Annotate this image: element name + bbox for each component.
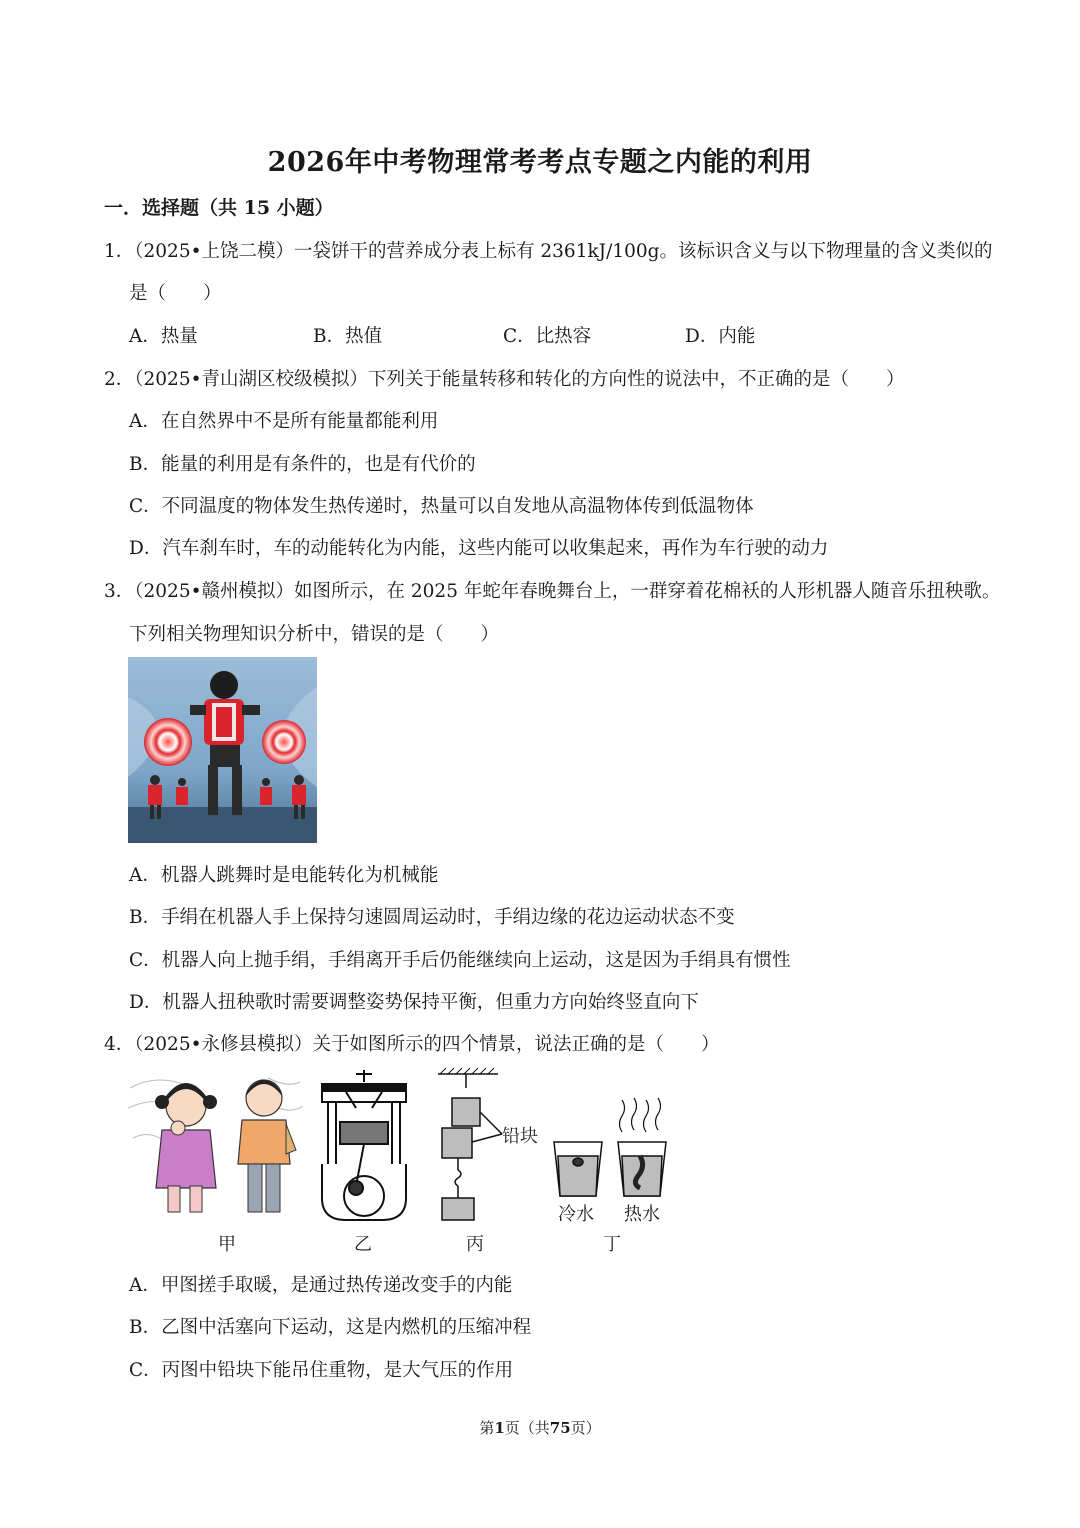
q3-option-b: B．手绢在机器人手上保持匀速圆周运动时，手绢边缘的花边运动状态不变 xyxy=(129,907,735,928)
q2-option-d: D．汽车刹车时，车的动能转化为内能，这些内能可以收集起来，再作为车行驶的动力 xyxy=(129,538,829,559)
q1-option-b: B．热值 xyxy=(313,326,383,347)
figure-ding-water-cups xyxy=(552,1086,672,1206)
q3-option-d: D．机器人扭秧歌时需要调整姿势保持平衡，但重力方向始终竖直向下 xyxy=(129,992,699,1013)
q4-stem: 4．（2025•永修县模拟）关于如图所示的四个情景，说法正确的是（ ） xyxy=(104,1034,720,1055)
figure-jia-children xyxy=(128,1068,303,1226)
caption-bing: 丙 xyxy=(466,1234,484,1255)
q1-option-c: C．比热容 xyxy=(503,326,592,347)
footer-mid: 页（共 xyxy=(504,1419,550,1437)
lead-label: 铅块 xyxy=(502,1126,538,1147)
q3-option-c: C．机器人向上抛手绢，手绢离开手后仍能继续向上运动，这是因为手绢具有惯性 xyxy=(129,950,791,971)
figure-yi-engine xyxy=(316,1068,412,1228)
q4-option-c: C．丙图中铅块下能吊住重物，是大气压的作用 xyxy=(129,1360,514,1381)
q2-stem: 2．（2025•青山湖区校级模拟）下列关于能量转移和转化的方向性的说法中，不正确的是（ ） xyxy=(104,369,905,390)
q2-option-c: C．不同温度的物体发生热传递时，热量可以自发地从高温物体传到低温物体 xyxy=(129,496,754,517)
q1-option-a: A．热量 xyxy=(129,326,198,347)
footer-post: 页） xyxy=(570,1419,601,1437)
figure-bing-lead-blocks xyxy=(430,1068,550,1228)
q3-stem-line1: 3．（2025•赣州模拟）如图所示，在 2025 年蛇年春晚舞台上，一群穿着花棉袄的人形机器人随音乐扭秧歌。 xyxy=(104,581,1001,602)
q4-option-b: B．乙图中活塞向下运动，这是内燃机的压缩冲程 xyxy=(129,1317,532,1338)
q1-stem-line1: 1．（2025•上饶二模）一袋饼干的营养成分表上标有 2361kJ/100g。该标识含义与以下物理量的含义类似的 xyxy=(104,241,993,262)
caption-jia: 甲 xyxy=(218,1234,236,1255)
q3-stem-line2: 下列相关物理知识分析中，错误的是（ ） xyxy=(129,624,500,645)
caption-ding: 丁 xyxy=(603,1234,621,1255)
footer-total-pages: 75 xyxy=(549,1419,571,1437)
q1-option-d: D．内能 xyxy=(685,326,756,347)
footer-pre: 第 xyxy=(479,1419,495,1437)
page-footer xyxy=(0,1417,1080,1438)
caption-yi: 乙 xyxy=(354,1234,372,1255)
footer-page-number: 1 xyxy=(494,1419,505,1437)
section-heading: 一．选择题（共 15 小题） xyxy=(104,197,334,219)
robot-dance-photo xyxy=(128,657,317,843)
q3-option-a: A．机器人跳舞时是电能转化为机械能 xyxy=(129,865,439,886)
caption-hot-water: 热水 xyxy=(624,1204,660,1225)
q2-option-a: A．在自然界中不是所有能量都能利用 xyxy=(129,411,439,432)
q4-option-a: A．甲图搓手取暖，是通过热传递改变手的内能 xyxy=(129,1275,513,1296)
q2-option-b: B．能量的利用是有条件的，也是有代价的 xyxy=(129,454,476,475)
page-title: 2026年中考物理常考考点专题之内能的利用 xyxy=(267,147,813,178)
q1-stem-line2: 是（ ） xyxy=(129,283,222,304)
caption-cold-water: 冷水 xyxy=(558,1204,594,1225)
